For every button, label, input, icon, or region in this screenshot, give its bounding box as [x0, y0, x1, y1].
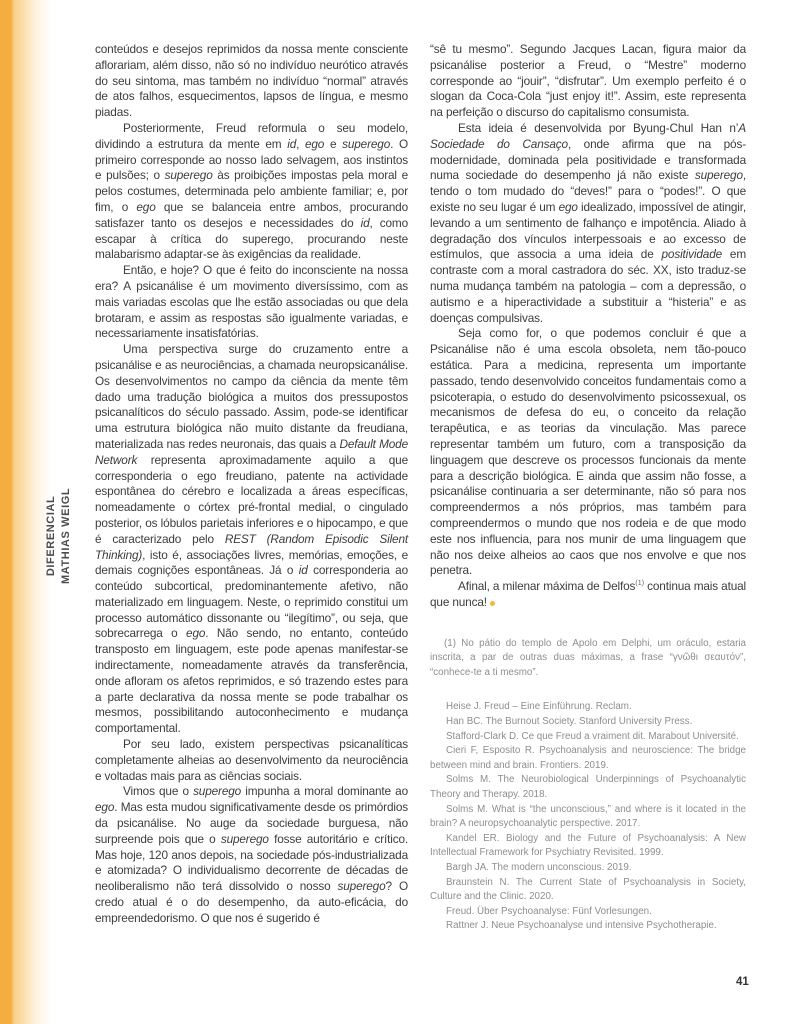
reference-item: Rattner J. Neue Psychoanalyse und intensive Psychotherapie. — [446, 920, 717, 932]
reference-item: Braunstein N. The Current State of Psychoanalysis in Society, Culture and the Clinic. 2020. — [430, 876, 746, 903]
paragraph: Por seu lado, existem perspectivas psicanalíticas completamente alheias ao desenvolvimento da neurociência e voltadas mais para as ciências sociais. — [95, 737, 408, 783]
paragraph: “sê tu mesmo”. Segundo Jacques Lacan, figura maior da psicanálise posterior a Freud, o “Mestre” moderno corresponde ao “jouir”, “disfrutar”. Um exemplo perfeito é o slogan da Coca-Cola “just enjoy it!”. Assim, este representa na perfeição o discurso do capitalismo consumista. — [430, 42, 746, 120]
reference-item: Heise J. Freud – Eine Einführung. Reclam. — [446, 701, 632, 713]
paragraph: Vimos que o superego impunha a moral dominante ao ego. Mas esta mudou significativamente desde os primórdios da psicanálise. No auge da sociedade burguesa, não surpreende pois que o superego fosse autoritário e crítico. Mas hoje, 120 anos depois, na sociedade pós-industrializada e atomizada? O individualismo decorrente de décadas de neoliberalismo não terá dissolvido o nosso superego? O credo atual é o do desempenho, da auto-eficácia, do empreendedorismo. O que nos é sugerido é — [95, 784, 408, 925]
reference-item: Kandel ER. Biology and the Future of Psychoanalysis: A New Intellectual Framework for Psychiatry Revisited. 1999. — [430, 832, 746, 859]
footnote: (1) No pátio do templo de Apolo em Delphi, um oráculo, estaria inscrita, a par de outras duas máximas, a frase “γνῶθι σεαυτόν”, “conhece-te a ti mesmo”. — [430, 637, 746, 678]
paragraph: Esta ideia é desenvolvida por Byung-Chul Han n’A Sociedade do Cansaço, onde afirma que na pós-modernidade, dominada pela positividade e transformada numa sociedade do desempenho já não existe superego, tendo o tom mudado do “deves!” para o “podes!”. O que existe no seu lugar é um ego idealizado, impossível de atingir, levando a um sentimento de falhanço e impotência. Aliado à degradação dos vínculos interpessoais e ao excesso de estímulos, que associa a uma ideia de positividade em contraste com a moral castradora do séc. XX, isto traduz-se numa mudança também na patologia – com a depressão, o autismo e a hiperactividade a substituir a “histeria” e as doenças compulsivas. — [430, 120, 746, 325]
article-column-1 — [95, 42, 408, 927]
paragraph: Uma perspectiva surge do cruzamento entre a psicanálise e as neurociências, a chamada neuropsicanálise. Os desenvolvimentos no campo da ciência da mente têm dado uma tradução biológica a muitos dos pressupostos psicanalíticos do século passado. Assim, pode-se identificar uma estrutura biológica não muito distante da freudiana, materializada nas redes neuronais, das quais a Default Mode Network representa aproximadamente aquilo a que corresponderia o ego freudiano, patente na actividade espontânea do cérebro e localizada a áreas específicas, nomeadamente o córtex pré-frontal medial, o cingulado posterior, os lóbulos parietais inferiores e o hipocampo, e que é caracterizado pelo REST (Random Episodic Silent Thinking), isto é, associações livres, memórias, emoções, e demais cognições espontâneas. Já o id corresponderia ao conteúdo subcortical, predominantemente afetivo, não materializado em linguagem. Neste, o reprimido constitui um processo automático dissonante ou “ilegítimo”, ou seja, que sobrecarrega o ego. Não sendo, no entanto, conteúdo transposto em linguagem, este pode apenas manifestar-se indirectamente, nomeadamente através da transferência, onde afloram os afetos reprimidos, e só trazendo estes para a parte declarativa da nossa mente se pode trabalhar os mesmos, possibilitando autoconhecimento e mudança comportamental. — [95, 342, 409, 736]
paragraph: Afinal, a milenar máxima de Delfos$^{(1)}$ continua mais atual que nunca! — [430, 578, 746, 609]
reference-item: Solms M. The Neurobiological Underpinnings of Psychoanalytic Theory and Therapy. 2018. — [430, 774, 746, 801]
section-title: DIFERENCIAL — [45, 495, 57, 577]
reference-item: Stafford-Clark D. Ce que Freud a vraiment dit. Marabout Université. — [446, 730, 739, 742]
end-of-article-bullet — [490, 601, 495, 606]
paragraph: Seja como for, o que podemos concluir é que a Psicanálise não é uma escola obsoleta, nem tão-pouco estática. Para a medicina, representa um importante passado, tendo desenvolvido conceitos fundamentais como a psicoterapia, o estudo do desenvolvimento psicossexual, os mecanismos de defesa do eu, o conceito da relação terapêutica, e as teorias da vinculação. Mas parece representar também um futuro, com a transposição da linguagem que descreve os processos funcionais da mente para a descrição biológica. E ainda que assim não fosse, a psicanálise continuaria a ser determinante, não só para nos compreendermos a nós próprios, mas também para compreendermos o mundo que nos rodeia e de que modo este nos influencia, para nos munir de uma linguagem que não nos deixe alheios ao caos que nos envolve e que nos penetra. — [430, 326, 746, 578]
article-column-2-body — [430, 42, 746, 611]
paragraph: Posteriormente, Freud reformula o seu modelo, dividindo a estrutura da mente em id, ego e superego. O primeiro corresponde ao nosso lado selvagem, aos instintos e pulsões; o superego às proibições impostas pela moral e pelos costumes, determinada pelo ambiente familiar; e, por fim, o ego que se balanceia entre ambos, procurando satisfazer tanto os desejos e necessidades do id, como escapar à crítica do superego, procurando neste malabarismo adaptar-se às exigências da realidade. — [95, 120, 409, 262]
page-number: 41 — [736, 976, 749, 988]
sidebar-section-author — [44, 488, 73, 584]
reference-item: Cieri F, Esposito R. Psychoanalysis and neuroscience: The bridge between mind and brain. Frontiers. 2019. — [430, 745, 746, 771]
reference-item: Bargh JA. The modern unconscious. 2019. — [446, 862, 632, 873]
author-name: MATHIAS WEIGL — [59, 487, 72, 584]
footnote-marker: (1) — [635, 578, 644, 588]
paragraph: conteúdos e desejos reprimidos da nossa mente consciente aflorariam, além disso, não só no indivíduo neurótico através do seu sintoma, mas também no indivíduo “normal” através de atos falhos, esquecimentos, lapsos de língua, e mesmo piadas. — [95, 42, 408, 120]
paragraph: Então, e hoje? O que é feito do inconsciente na nossa era? A psicanálise é um movimento diversíssimo, com as mais variadas escolas que lhe estão associadas ou que dela brotaram, e assim as respostas são igualmente variadas, e necessariamente insatisfatórias. — [95, 263, 408, 341]
reference-item: Freud. Über Psychoanalyse: Fünf Vorlesungen. — [446, 905, 652, 917]
reference-item: Han BC. The Burnout Society. Stanford University Press. — [446, 716, 693, 728]
reference-list — [430, 700, 746, 934]
reference-item: Solms M. What is “the unconscious,” and where is it located in the brain? A neuropsychoanalytic perspective. 2017. — [430, 803, 746, 830]
article-column-2 — [430, 42, 746, 934]
